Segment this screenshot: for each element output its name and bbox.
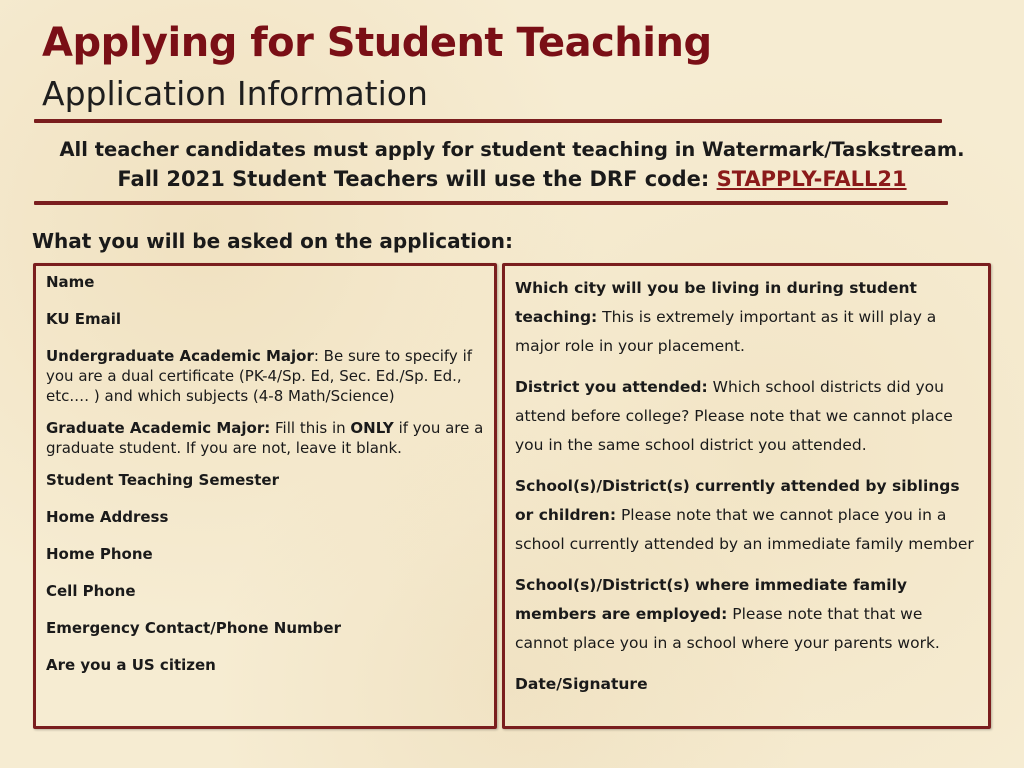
field-name [46, 272, 484, 292]
field-district-note: Which school districts did you attend before college? Please note that we cannot place you in the same school district you attended. [515, 378, 953, 454]
bottom-divider [34, 201, 948, 205]
field-family-employment [515, 571, 978, 658]
notice-line-1: All teacher candidates must apply for student teaching in Watermark/Taskstream. [59, 138, 965, 161]
field-emergency-contact-label: Emergency Contact/Phone Number [46, 619, 341, 637]
field-grad-major-only: ONLY [350, 419, 394, 437]
field-employed-label: School(s)/District(s) where immediate family members are employed: [515, 576, 908, 623]
left-fields-box [33, 263, 497, 729]
field-siblings-schools [515, 472, 978, 559]
field-semester [46, 470, 484, 490]
field-us-citizen [46, 655, 484, 675]
field-grad-major-note-2: if you are a graduate student. If you are not, leave it blank. [46, 419, 484, 457]
field-grad-major-label: Graduate Academic Major: [46, 419, 271, 437]
field-city-note: This is extremely important as it will play a major role in your placement. [515, 308, 937, 355]
field-grad-major [46, 418, 484, 458]
field-undergrad-major-note: : Be sure to specify if you are a dual certificate (PK-4/Sp. Ed, Sec. Ed./Sp. Ed., etc.… ) and which subjects (4-8 Math/Science) [46, 347, 473, 405]
drf-code-link[interactable]: STAPPLY-FALL21 [716, 167, 907, 191]
field-employed-note: Please note that that we cannot place you in a school where your parents work. [515, 605, 940, 652]
page-title: Applying for Student Teaching [42, 20, 712, 66]
notice-line-2 [20, 167, 1004, 191]
field-signature [515, 670, 978, 699]
right-fields-box [502, 263, 991, 729]
field-home-address [46, 507, 484, 527]
page-subtitle: Application Information [42, 74, 428, 113]
field-cell-phone [46, 581, 484, 601]
field-name-label: Name [46, 273, 95, 291]
field-undergrad-major-label: Undergraduate Academic Major [46, 347, 314, 365]
drf-code-prefix: Fall 2021 Student Teachers will use the DRF code: [117, 167, 717, 191]
field-home-address-label: Home Address [46, 508, 169, 526]
field-district-attended [515, 373, 978, 460]
field-siblings-label: School(s)/District(s) currently attended by siblings or children: [515, 477, 960, 524]
section-heading: What you will be asked on the application: [32, 229, 514, 253]
field-home-phone-label: Home Phone [46, 545, 153, 563]
field-signature-label: Date/Signature [515, 675, 648, 693]
field-semester-label: Student Teaching Semester [46, 471, 279, 489]
field-city [515, 274, 978, 361]
field-siblings-note: Please note that we cannot place you in a school currently attended by an immediate family member [515, 506, 974, 553]
top-divider [34, 119, 942, 123]
field-city-label: Which city will you be living in during student teaching: [515, 279, 917, 326]
field-ku-email-label: KU Email [46, 310, 122, 328]
field-ku-email [46, 309, 484, 329]
field-undergrad-major [46, 346, 484, 406]
field-emergency-contact [46, 618, 484, 638]
field-grad-major-note-1: Fill this in [270, 419, 351, 437]
field-cell-phone-label: Cell Phone [46, 582, 136, 600]
field-us-citizen-label: Are you a US citizen [46, 656, 216, 674]
field-home-phone [46, 544, 484, 564]
field-district-label: District you attended: [515, 378, 708, 396]
